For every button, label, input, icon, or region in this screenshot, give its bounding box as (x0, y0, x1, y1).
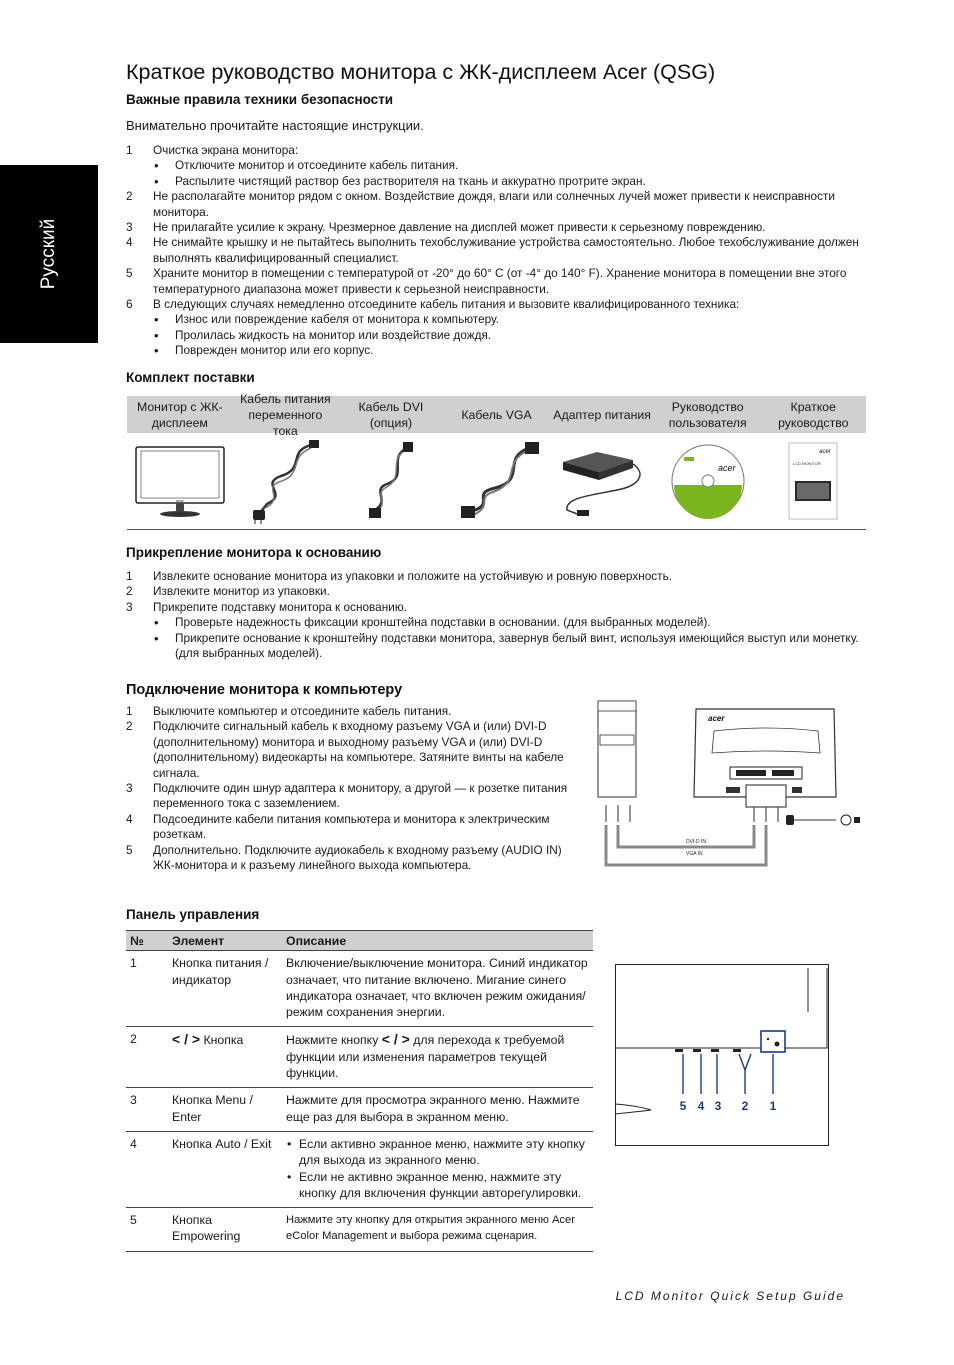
footer-title: LCD Monitor Quick Setup Guide (615, 1289, 845, 1303)
col-element: Элемент (168, 931, 282, 951)
list-number: 1 (126, 143, 133, 157)
row-description (282, 1131, 593, 1207)
connect-list (126, 704, 571, 873)
col-number: № (126, 931, 168, 951)
list-text: Не располагайте монитор рядом с окном. Воздействие дождя, влаги или солнечных лучей может привести к неисправности монитора. (153, 189, 836, 219)
list-item (126, 235, 861, 266)
list-bullet: • Распылите чистящий раствор без растворителя на ткань и аккуратно протрите экран. (153, 174, 861, 189)
package-images-row (127, 433, 866, 530)
list-item (126, 569, 861, 584)
list-item (126, 704, 571, 719)
table-row (126, 1131, 593, 1207)
table-row (126, 951, 593, 1027)
package-col-monitor: Монитор с ЖК-дисплеем (136, 399, 223, 430)
panel-number-4: 4 (697, 1099, 705, 1113)
row-element-label: Кнопка (203, 1033, 244, 1048)
table-row (126, 1208, 593, 1252)
list-number: 4 (126, 235, 133, 250)
safety-intro: Внимательно прочитайте настоящие инструкции. (126, 118, 424, 133)
row-number: 4 (126, 1131, 168, 1207)
list-text: Подсоедините кабели питания компьютера и монитора к электрическим розеткам. (153, 811, 550, 842)
col-description: Описание (282, 931, 593, 951)
list-bullet: • Отключите монитор и отсоедините кабель питания. (153, 158, 861, 173)
row-number: 3 (126, 1088, 168, 1132)
list-item (126, 174, 861, 189)
list-text: В следующих случаях немедленно отсоедините кабель питания и вызовите квалифицированного техника: (153, 297, 740, 312)
connect-heading: Подключение монитора к компьютеру (126, 682, 403, 698)
list-bullet: • Износ или повреждение кабеля от монитора к компьютеру. (153, 312, 861, 327)
vga-cable-image (444, 433, 550, 529)
row-description-post: для перехода к требуемой функции или изменения параметров текущей функции. (286, 1033, 565, 1081)
list-text: Извлеките основание монитора из упаковки и положите на устойчивую и ровную поверхность. (153, 569, 673, 583)
controls-heading: Панель управления (126, 907, 260, 922)
connection-diagram (596, 697, 866, 869)
panel-number-3: 3 (714, 1099, 722, 1113)
list-bullet: • Прикрепите основание к кронштейну подставки монитора, завернув белый винт, используя имеющийся выступ или монетку. (для выбранных моделей). (153, 631, 861, 662)
list-item (126, 343, 861, 358)
row-element: Кнопка питания / индикатор (168, 951, 282, 1027)
list-item (126, 158, 861, 173)
package-col-quick-guide: Краткое руководство (778, 399, 849, 430)
package-col-dvi-cable: Кабель DVI (опция) (358, 399, 424, 430)
list-text: Не снимайте крышку и не пытайтесь выполнить техобслуживание устройства самостоятельно. Любое техобслуживание должен выполнять квалифицированный специалист. (153, 235, 859, 265)
cd-image (655, 433, 761, 529)
table-row (126, 1088, 593, 1132)
row-description (282, 1027, 593, 1088)
list-number: 4 (126, 811, 133, 826)
list-text: Подключите один шнур адаптера к монитору, а другой — к розетке питания переменного тока с заземлением. (153, 781, 568, 811)
list-number: 5 (126, 842, 133, 857)
panel-number-5: 5 (679, 1099, 687, 1113)
list-number: 5 (126, 266, 133, 281)
attach-heading: Прикрепление монитора к основанию (126, 545, 382, 560)
document-title: Краткое руководство монитора с ЖК-дисплеем Acer (QSG) (126, 60, 716, 84)
list-number: 6 (126, 297, 133, 312)
list-number: 1 (126, 569, 133, 583)
list-item (126, 143, 861, 158)
list-text: Очистка экрана монитора: (153, 143, 299, 157)
arrow-keys-icon: < / > (172, 1031, 201, 1048)
row-description: Нажмите для просмотра экранного меню. Нажмите еще раз для выбора в экранном меню. (282, 1088, 593, 1132)
row-number: 1 (126, 951, 168, 1027)
list-item (126, 812, 571, 843)
attach-list (126, 569, 861, 661)
booklet-title: LCD MONITOR (793, 461, 822, 466)
list-number: 1 (126, 704, 133, 718)
list-item (126, 189, 861, 220)
list-number: 2 (126, 719, 133, 734)
row-number: 5 (126, 1208, 168, 1252)
controls-table-header (126, 931, 593, 951)
language-tab (0, 165, 98, 343)
row-element: Кнопка Empowering (168, 1208, 282, 1252)
row-description: Нажмите эту кнопку для открытия экранного меню Acer eColor Management и выбора режима сценария. (282, 1208, 593, 1252)
vga-in-label: VGA IN (686, 851, 703, 857)
panel-number-2: 2 (741, 1099, 749, 1113)
package-col-user-guide: Руководство пользователя (668, 399, 747, 430)
dvi-in-label: DVI-D IN (686, 839, 706, 845)
language-tab-label: Русский (38, 218, 59, 290)
monitor-brand-logo: acer (175, 498, 184, 503)
list-text: Выключите компьютер и отсоедините кабель питания. (153, 704, 452, 718)
power-adapter-image (549, 433, 655, 529)
power-cable-image (233, 433, 339, 529)
package-col-power-cable: Кабель питания переменного тока (240, 391, 331, 438)
list-number: 3 (126, 599, 133, 614)
list-text: Подключите сигнальный кабель к входному разъему VGA и (или) DVI-D (дополнительному) монитора и выходному разъему VGA и (или) DVI-D (дополнительному) видеокарты на компьютере. Затяните винты на кабеле сигнала. (153, 719, 564, 780)
row-element: Кнопка Menu / Enter (168, 1088, 282, 1132)
package-header-row (127, 391, 866, 438)
list-item (126, 600, 861, 615)
safety-heading: Важные правила техники безопасности (126, 92, 394, 107)
list-text: Прикрепите подставку монитора к основанию. (153, 599, 407, 614)
list-item (126, 719, 571, 781)
list-number: 3 (126, 781, 133, 796)
row-number: 2 (126, 1027, 168, 1088)
safety-list (126, 143, 861, 359)
monitor-image (127, 433, 233, 529)
table-row (126, 1027, 593, 1088)
list-item (126, 631, 861, 662)
list-item (126, 328, 861, 343)
list-number: 2 (126, 584, 133, 599)
list-item (126, 266, 861, 297)
row-description-pre: Нажмите кнопку (286, 1033, 379, 1048)
control-panel-diagram (615, 964, 829, 1146)
row-bullet: • Если активно экранное меню, нажмите эту кнопку для выхода из экранного меню. (286, 1136, 589, 1169)
list-text: Храните монитор в помещении с температурой от -20° до 60° C (от -4° до 140° F). Хранение монитора в помещении вне этого температурного диапазона может привести к серьезной неисправности. (153, 266, 847, 296)
list-number: 2 (126, 189, 133, 204)
list-text: Дополнительно. Подключите аудиокабель к входному разъему (AUDIO IN) ЖК-монитора и к разъему линейного выхода компьютера. (153, 842, 562, 873)
list-item (126, 781, 571, 812)
row-bullet: • Если не активно экранное меню, нажмите эту кнопку для включения функции авторегулировки. (286, 1169, 589, 1202)
package-heading: Комплект поставки (126, 370, 255, 385)
list-item (126, 615, 861, 630)
list-item (126, 584, 861, 599)
row-element (168, 1027, 282, 1088)
list-item (126, 220, 861, 235)
controls-table (126, 930, 593, 1252)
booklet-brand-logo: acer (819, 449, 832, 455)
diagram-brand-logo: acer (708, 714, 725, 723)
list-text: Не прилагайте усилие к экрану. Чрезмерное давление на дисплей может привести к серьезному повреждению. (153, 220, 766, 235)
row-description: Включение/выключение монитора. Синий индикатор означает, что питание включено. Мигание синего индикатора означает, что включен режим ожидания/режим сохранения энергии. (282, 951, 593, 1027)
list-bullet: • Пролилась жидкость на монитор или воздействие дождя. (153, 328, 861, 343)
package-col-vga-cable: Кабель VGA (461, 407, 532, 422)
list-item (126, 843, 571, 874)
list-number: 3 (126, 220, 133, 235)
cd-brand-logo: acer (717, 463, 736, 473)
dvi-cable-image (338, 433, 444, 529)
package-col-adapter: Адаптер питания (553, 407, 651, 422)
list-bullet: • Поврежден монитор или его корпус. (153, 343, 861, 358)
list-item (126, 312, 861, 327)
list-item (126, 297, 861, 312)
panel-number-1: 1 (769, 1099, 777, 1113)
arrow-keys-icon: < / > (381, 1031, 410, 1048)
list-bullet: • Проверьте надежность фиксации кронштейна подставки в основании. (для выбранных моделей). (153, 615, 861, 630)
booklet-image (760, 433, 866, 529)
row-element: Кнопка Auto / Exit (168, 1131, 282, 1207)
list-text: Извлеките монитор из упаковки. (153, 584, 330, 599)
